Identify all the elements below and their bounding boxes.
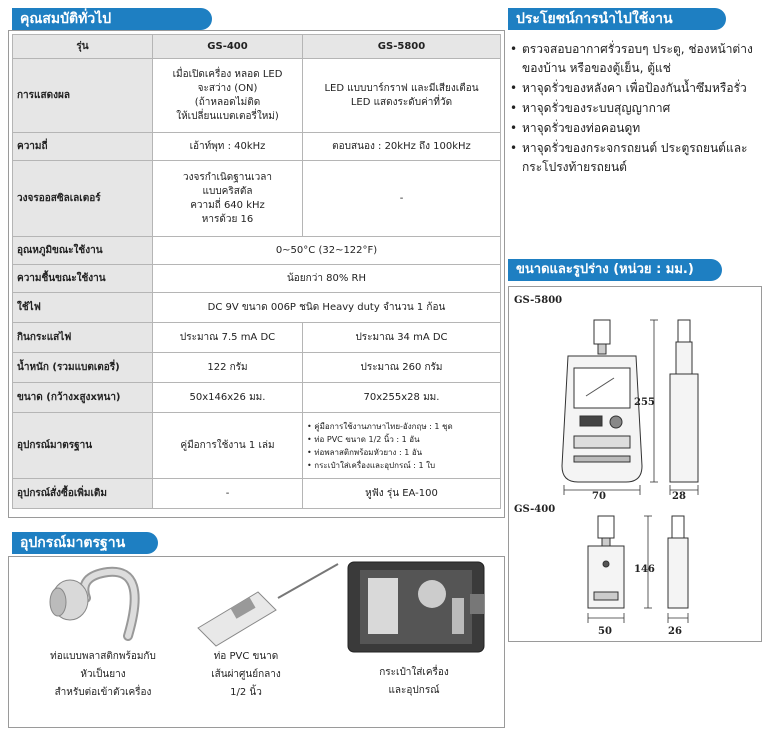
cell-a: เมื่อเปิดเครื่อง หลอด LED จะสว่าง (ON) (ถ้าหลอดไม่ติด ให้เปลี่ยนแบตเตอรี่ใหม่): [153, 59, 303, 133]
accessory-images: [8, 558, 505, 654]
table-row: [13, 59, 501, 133]
cell-a: เอ้าท์พุท : 40kHz: [153, 133, 303, 161]
accessory-caption-tube: ท่อแบบพลาสติกพร้อมกับ หัวเป็นยาง สำหรับต่อเข้าตัวเครื่อง: [50, 651, 156, 698]
cell-b: [303, 413, 501, 479]
cell-a: ประมาณ 7.5 mA DC: [153, 323, 303, 353]
cell-span: น้อยกว่า 80% RH: [153, 265, 501, 293]
list-item: • กระเป๋าใส่เครื่องและอุปกรณ์ : 1 ใบ: [307, 459, 496, 472]
benefits-section-title: ประโยชน์การนำไปใช้งาน: [508, 8, 726, 30]
gs5800-depth-label: 28: [672, 491, 686, 502]
cell-b: ประมาณ 34 mA DC: [303, 323, 501, 353]
rubber-tube-image: [50, 572, 135, 636]
accessory-caption-pvc: ท่อ PVC ขนาด เส้นผ่าศูนย์กลาง 1/2 นิ้ว: [211, 651, 281, 698]
cell-b: ประมาณ 260 กรัม: [303, 353, 501, 383]
cell-b: 70x255x28 มม.: [303, 383, 501, 413]
row-label: วงจรออสซิลเลเตอร์: [13, 161, 153, 237]
cell-b: ตอบสนอง : 20kHz ถึง 100kHz: [303, 133, 501, 161]
accessories-section-title: อุปกรณ์มาตรฐาน: [12, 532, 158, 554]
gs5800-label: GS-5800: [514, 295, 563, 306]
row-label: กินกระแสไฟ: [13, 323, 153, 353]
benefits-list: [510, 40, 766, 178]
table-header-row: [13, 35, 501, 59]
list-item: • หาจุดรั่วของกระจกรถยนต์ ประตูรถยนต์และกระโปรงท้ายรถยนต์: [510, 139, 766, 177]
cell-a: 50x146x26 มม.: [153, 383, 303, 413]
table-row: [13, 133, 501, 161]
cell-b: หูฟัง รุ่น EA-100: [303, 479, 501, 509]
gs400-front-drawing: [588, 516, 624, 608]
list-item: • ท่อ PVC ขนาด 1/2 นิ้ว : 1 อัน: [307, 433, 496, 446]
gs5800-side-drawing: [670, 320, 698, 482]
gs400-depth-label: 26: [668, 626, 682, 637]
table-row: [13, 479, 501, 509]
list-item: • ตรวจสอบอากาศรั่วรอบๆ ประตู, ช่องหน้าต่างของบ้าน หรือของตู้เย็น, ตู้แช่: [510, 40, 766, 78]
row-label: ความชื้นขณะใช้งาน: [13, 265, 153, 293]
gs400-side-drawing: [668, 516, 688, 608]
cell-a: 122 กรัม: [153, 353, 303, 383]
table-row: [13, 413, 501, 479]
gs400-height-label: 146: [634, 564, 655, 575]
cell-a: วงจรกำเนิดฐานเวลา แบบคริสตัล ความถี่ 640 kHz หารด้วย 16: [153, 161, 303, 237]
table-row: [13, 161, 501, 237]
cell-a: คู่มือการใช้งาน 1 เล่ม: [153, 413, 303, 479]
gs5800-front-drawing: [562, 320, 642, 482]
cell-span: 0~50°C (32~122°F): [153, 237, 501, 265]
row-label: การแสดงผล: [13, 59, 153, 133]
accessory-list: [307, 420, 496, 472]
row-label: อุปกรณ์มาตรฐาน: [13, 413, 153, 479]
gs5800-width-label: 70: [592, 491, 606, 502]
spec-section-title: คุณสมบัติทั่วไป: [12, 8, 212, 30]
carrying-case-image: [348, 562, 484, 652]
table-row: [13, 293, 501, 323]
list-item: • หาจุดรั่วของท่อคอนดูท: [510, 119, 766, 138]
header-model-b: GS-5800: [303, 35, 501, 59]
header-model-a: GS-400: [153, 35, 303, 59]
cell-b: LED แบบบาร์กราฟ และมีเสียงเตือน LED แสดงระดับค่าที่วัด: [303, 59, 501, 133]
cell-b: -: [303, 161, 501, 237]
gs400-width-label: 50: [598, 626, 612, 637]
table-row: [13, 265, 501, 293]
dimension-drawings: [508, 286, 762, 642]
list-item: • หาจุดรั่วของระบบสุญญากาศ: [510, 99, 766, 118]
spec-table: [12, 34, 501, 509]
cell-span: DC 9V ขนาด 006P ชนิด Heavy duty จำนวน 1 ก้อน: [153, 293, 501, 323]
table-row: [13, 237, 501, 265]
row-label: ใช้ไฟ: [13, 293, 153, 323]
list-item: • หาจุดรั่วของหลังคา เพื่อป้องกันน้ำซึมหรือรั่ว: [510, 79, 766, 98]
row-label: อุณหภูมิขณะใช้งาน: [13, 237, 153, 265]
header-label: รุ่น: [13, 35, 153, 59]
cell-a: -: [153, 479, 303, 509]
list-item: • ท่อพลาสติกพร้อมหัวยาง : 1 อัน: [307, 446, 496, 459]
gs5800-height-label: 255: [634, 397, 655, 408]
row-label: ความถี่: [13, 133, 153, 161]
gs400-label: GS-400: [514, 504, 556, 515]
row-label: อุปกรณ์สั่งซื้อเพิ่มเติม: [13, 479, 153, 509]
table-row: [13, 353, 501, 383]
row-label: น้ำหนัก (รวมแบตเตอรี่): [13, 353, 153, 383]
accessory-caption-case: กระเป๋าใส่เครื่อง และอุปกรณ์: [379, 667, 449, 696]
table-row: [13, 383, 501, 413]
table-row: [13, 323, 501, 353]
row-label: ขนาด (กว้างxสูงxหนา): [13, 383, 153, 413]
pvc-pipe-image: [198, 564, 338, 646]
list-item: • คู่มือการใช้งานภาษาไทย-อังกฤษ : 1 ชุด: [307, 420, 496, 433]
dimensions-section-title: ขนาดและรูปร่าง (หน่วย : มม.): [508, 259, 722, 281]
